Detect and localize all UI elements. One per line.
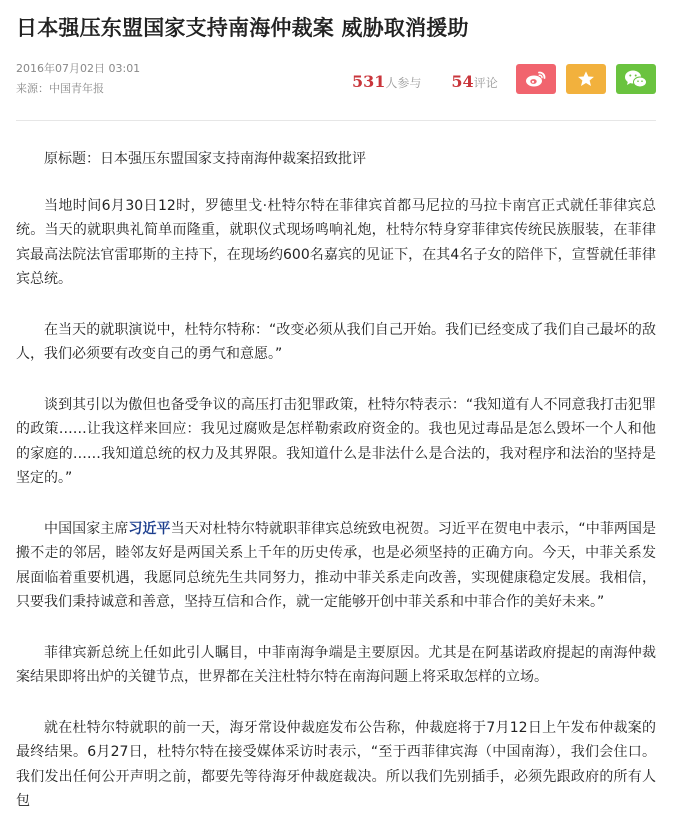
paragraph: 就在杜特尔特就职的前一天，海牙常设仲裁庭发布公告称，仲裁庭将于7月12日上午发布仲裁案的最终结果。6月27日，杜特尔特在接受媒体采访时表示，“至于西菲律宾海（中国南海），我们会住口。我们发出任何公开声明之前，都要先等待海牙仲裁庭裁决。所以我们先别插手，必须先跟政府的所有人包: [16, 719, 656, 809]
article: [16, 0, 656, 840]
wechat-icon: [624, 69, 648, 89]
comments-count[interactable]: 54: [451, 72, 474, 91]
participants-label: 人参与: [385, 76, 422, 90]
person-link-xi-jinping[interactable]: 习近平: [128, 520, 171, 537]
article-body: [16, 147, 656, 814]
comments-label[interactable]: 评论: [473, 76, 498, 90]
paragraph: 在当天的就职演说中，杜特尔特称：“改变必须从我们自己开始。我们已经变成了我们自己最坏的敌人，我们必须要有改变自己的勇气和意愿。”: [16, 321, 656, 362]
paragraph: 菲律宾新总统上任如此引人瞩目，中菲南海争端是主要原因。尤其是在阿基诺政府提起的南海仲裁案结果即将出炉的关键节点，世界都在关注杜特尔特在南海问题上将采取怎样的立场。: [16, 644, 656, 685]
favorite-button[interactable]: [566, 64, 606, 94]
paragraph-text: 中国国家主席: [44, 520, 129, 537]
participants-count: 531: [352, 72, 386, 91]
paragraph-text: 当天对杜特尔特就职菲律宾总统致电祝贺。习近平在贺电中表示，“中菲两国是搬不走的邻居，睦邻友好是两国关系上千年的历史传承，也是必须坚持的正确方向。今天，中菲关系发展面临着重要机遇，我愿同总统先生共同努力，推动中菲关系走向改善，实现健康稳定发展。我相信，只要我们秉持诚意和善意，坚持互信和合作，就一定能够开创中菲关系和中菲合作的美好未来。”: [16, 520, 657, 610]
share-weibo-button[interactable]: [516, 64, 556, 94]
article-meta: [16, 62, 656, 121]
share-wechat-button[interactable]: [616, 64, 656, 94]
paragraph: 当地时间6月30日12时，罗德里戈·杜特尔特在菲律宾首都马尼拉的马拉卡南宫正式就任菲律宾总统。当天的就职典礼简单而隆重，就职仪式现场鸣响礼炮，杜特尔特身穿菲律宾传统民族服装，在菲律宾最高法院法官雷耶斯的主持下，在现场约600名嘉宾的见证下，在其4名子女的陪伴下，宣誓就任菲律宾总统。: [16, 197, 656, 287]
weibo-icon: [525, 70, 547, 88]
paragraph: 谈到其引以为傲但也备受争议的高压打击犯罪政策，杜特尔特表示：“我知道有人不同意我打击犯罪的政策……让我这样来回应：我见过腐败是怎样勒索政府资金的。我也见过毒品是怎么毁坏一个人和他的家庭的……我知道总统的权力及其界限。我知道什么是非法什么是合法的，我对程序和法治的坚持是坚定的。”: [16, 396, 656, 486]
star-icon: [577, 70, 595, 88]
article-title: 日本强压东盟国家支持南海仲裁案 威胁取消援助: [16, 16, 469, 40]
paragraph: [16, 517, 656, 615]
article-source: 来源：中国青年报: [16, 82, 104, 95]
publish-date: 2016年07月02日 03:01: [16, 62, 141, 75]
original-title: 原标题：日本强压东盟国家支持南海仲裁案招致批评: [44, 151, 366, 167]
engagement-stats: [352, 72, 498, 93]
